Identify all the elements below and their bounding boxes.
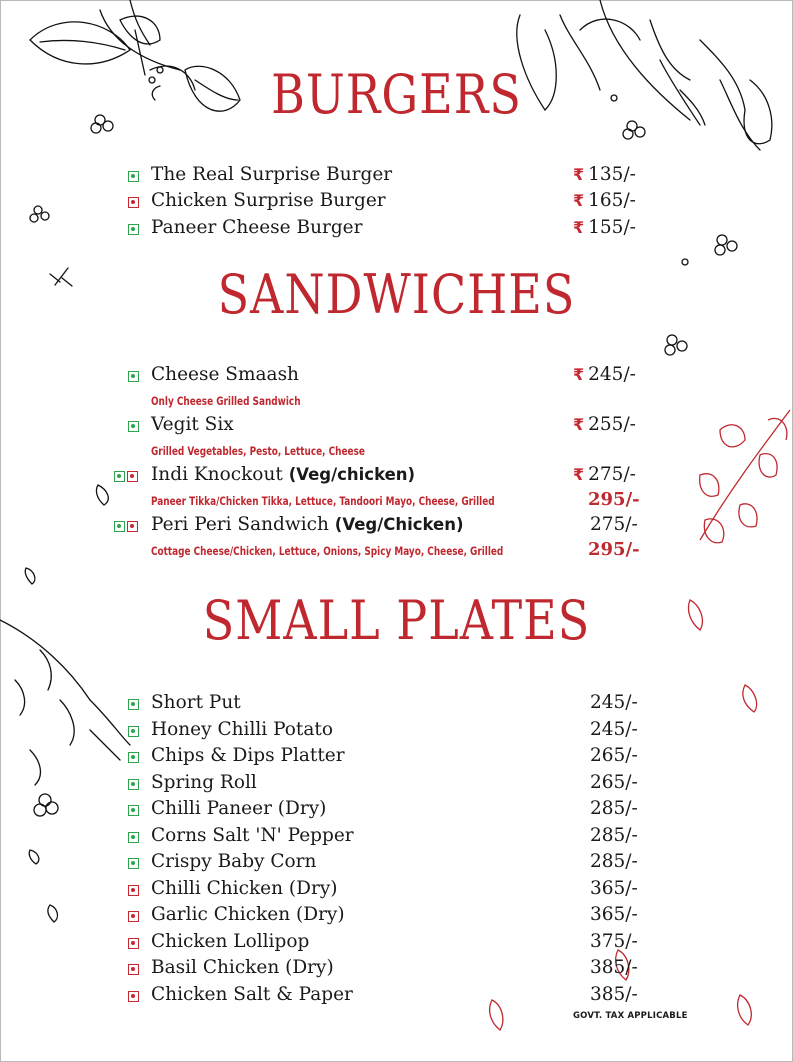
menu-item-name: Corns Salt 'N' Pepper bbox=[151, 825, 354, 846]
menu-item-description: Only Cheese Grilled Sandwich bbox=[151, 394, 301, 408]
menu-item-row bbox=[0, 464, 793, 490]
veg-icon bbox=[128, 371, 139, 382]
menu-item-name: Basil Chicken (Dry) bbox=[151, 957, 334, 978]
menu-item-name: Crispy Baby Corn bbox=[151, 851, 317, 872]
menu-item-description: Paneer Tikka/Chicken Tikka, Lettuce, Tandoori Mayo, Cheese, Grilled bbox=[151, 494, 495, 508]
veg-icon bbox=[128, 699, 139, 710]
menu-item-alt-price: 295/- bbox=[588, 489, 640, 510]
menu-item-price: 265/- bbox=[590, 772, 638, 793]
section-heading-small-plates: SMALL PLATES bbox=[202, 588, 591, 652]
menu-item-row bbox=[0, 719, 793, 745]
veg-icon bbox=[128, 752, 139, 763]
menu-item-price: 375/- bbox=[590, 931, 638, 952]
menu-item-row bbox=[0, 825, 793, 851]
menu-item-price: ₹ 155/- bbox=[573, 217, 636, 238]
menu-item-name: Spring Roll bbox=[151, 772, 257, 793]
menu-item-row bbox=[0, 931, 793, 957]
rupee-icon: ₹ bbox=[573, 465, 585, 484]
menu-item-row bbox=[0, 364, 793, 390]
menu-item-price: 385/- bbox=[590, 984, 638, 1005]
menu-item-row bbox=[0, 957, 793, 983]
menu-item-price: 285/- bbox=[590, 851, 638, 872]
rupee-icon: ₹ bbox=[573, 218, 585, 237]
section-heading-burgers: BURGERS bbox=[271, 62, 522, 126]
menu-item-description: Grilled Vegetables, Pesto, Lettuce, Cheese bbox=[151, 444, 365, 458]
veg-icon bbox=[128, 421, 139, 432]
menu-item-row bbox=[0, 878, 793, 904]
veg-icon bbox=[128, 779, 139, 790]
menu-item-price: 245/- bbox=[590, 692, 638, 713]
menu-item-price: 285/- bbox=[590, 798, 638, 819]
veg-icon bbox=[114, 521, 125, 532]
non-veg-icon bbox=[127, 471, 138, 482]
veg-icon bbox=[128, 171, 139, 182]
menu-item-name: Chips & Dips Platter bbox=[151, 745, 345, 766]
menu-item-name: Honey Chilli Potato bbox=[151, 719, 333, 740]
menu-item-name: Garlic Chicken (Dry) bbox=[151, 904, 345, 925]
menu-item-row bbox=[0, 217, 793, 243]
menu-item-name: Chilli Chicken (Dry) bbox=[151, 878, 338, 899]
menu-item-row bbox=[0, 164, 793, 190]
menu-item-price: 285/- bbox=[590, 825, 638, 846]
menu-item-name: Chicken Salt & Paper bbox=[151, 984, 353, 1005]
menu-item-price: 385/- bbox=[590, 957, 638, 978]
menu-item-row bbox=[0, 514, 793, 540]
menu-item-name: Chicken Surprise Burger bbox=[151, 190, 386, 211]
menu-item-description: Cottage Cheese/Chicken, Lettuce, Onions, Spicy Mayo, Cheese, Grilled bbox=[151, 544, 504, 558]
menu-item-row bbox=[0, 772, 793, 798]
non-veg-icon bbox=[128, 885, 139, 896]
rupee-icon: ₹ bbox=[573, 365, 585, 384]
menu-item-name: The Real Surprise Burger bbox=[151, 164, 393, 185]
menu-item-alt-price: 295/- bbox=[588, 539, 640, 560]
menu-item-price: 365/- bbox=[590, 904, 638, 925]
menu-item-row bbox=[0, 904, 793, 930]
veg-icon bbox=[128, 858, 139, 869]
menu-item-price: ₹ 165/- bbox=[573, 190, 636, 211]
menu-item-name: Peri Peri Sandwich (Veg/Chicken) bbox=[151, 514, 464, 535]
veg-icon bbox=[128, 805, 139, 816]
menu-item-name: Paneer Cheese Burger bbox=[151, 217, 363, 238]
veg-icon bbox=[128, 832, 139, 843]
non-veg-icon bbox=[128, 964, 139, 975]
non-veg-icon bbox=[128, 991, 139, 1002]
rupee-icon: ₹ bbox=[573, 415, 585, 434]
menu-item-variant: (Veg/chicken) bbox=[288, 465, 416, 484]
veg-icon bbox=[114, 471, 125, 482]
menu-item-row bbox=[0, 745, 793, 771]
non-veg-icon bbox=[128, 938, 139, 949]
veg-icon bbox=[128, 726, 139, 737]
menu-item-name: Indi Knockout (Veg/chicken) bbox=[151, 464, 416, 485]
menu-item-price: ₹ 275/- bbox=[573, 464, 636, 485]
rupee-icon: ₹ bbox=[573, 165, 585, 184]
menu-item-row bbox=[0, 798, 793, 824]
rupee-icon: ₹ bbox=[573, 191, 585, 210]
menu-item-price: ₹ 135/- bbox=[573, 164, 636, 185]
non-veg-icon bbox=[128, 197, 139, 208]
menu-item-price: 265/- bbox=[590, 745, 638, 766]
menu-item-row bbox=[0, 851, 793, 877]
menu-item-name: Chicken Lollipop bbox=[151, 931, 310, 952]
menu-item-price: ₹ 245/- bbox=[573, 364, 636, 385]
menu-item-price: ₹ 255/- bbox=[573, 414, 636, 435]
menu-item-price: 245/- bbox=[590, 719, 638, 740]
menu-item-name: Short Put bbox=[151, 692, 241, 713]
menu-item-row bbox=[0, 692, 793, 718]
menu-item-name: Vegit Six bbox=[151, 414, 234, 435]
veg-icon bbox=[128, 224, 139, 235]
menu-item-row bbox=[0, 190, 793, 216]
non-veg-icon bbox=[127, 521, 138, 532]
menu-item-name: Chilli Paneer (Dry) bbox=[151, 798, 327, 819]
section-heading-sandwiches: SANDWICHES bbox=[217, 262, 576, 326]
menu-item-variant: (Veg/Chicken) bbox=[334, 515, 464, 534]
tax-footnote: GOVT. TAX APPLICABLE bbox=[573, 1011, 688, 1021]
menu-item-price: 365/- bbox=[590, 878, 638, 899]
menu-item-name: Cheese Smaash bbox=[151, 364, 299, 385]
menu-item-row bbox=[0, 414, 793, 440]
menu-item-price: 275/- bbox=[590, 514, 638, 535]
menu-item-row bbox=[0, 984, 793, 1010]
non-veg-icon bbox=[128, 911, 139, 922]
